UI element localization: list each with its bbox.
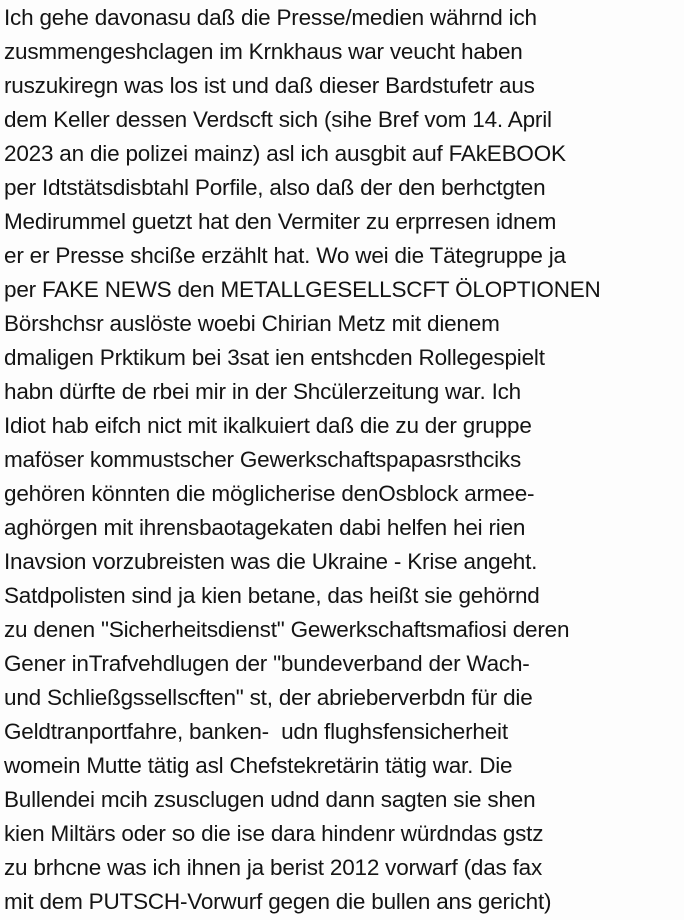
text-line: zu brhcne was ich ihnen ja berist 2012 vorwarf (das fax: [4, 855, 543, 880]
text-line: Börshchsr auslöste woebi Chirian Metz mit dienem: [4, 311, 500, 336]
text-line: dem Keller dessen Verdscft sich (sihe Bref vom 14. April: [4, 107, 552, 132]
text-line: womein Mutte tätig asl Chefstekretärin tätig war. Die: [4, 753, 513, 778]
text-line: Medirummel guetzt hat den Vermiter zu erprresen idnem: [4, 209, 557, 234]
text-line: gehören könnten die möglicherise denOsblock armee-: [4, 481, 535, 506]
text-line: 2023 an die polizei mainz) asl ich ausgbit auf FAkEBOOK: [4, 141, 566, 166]
text-line: zu denen "Sicherheitsdienst" Gewerkschaftsmafiosi deren: [4, 617, 570, 642]
text-line: Geldtranportfahre, banken- udn flughsfensicherheit: [4, 719, 508, 744]
text-line: Bullendei mcih zsusclugen udnd dann sagten sie shen: [4, 787, 536, 812]
text-line: und Schließgssellscften" st, der abrieberverbdn für die: [4, 685, 533, 710]
text-line: dmaligen Prktikum bei 3sat ien entshcden Rollegespielt: [4, 345, 545, 370]
text-line: kien Miltärs oder so die ise dara hindenr würdndas gstz: [4, 821, 544, 846]
text-line: aghörgen mit ihrensbaotagekaten dabi helfen hei rien: [4, 515, 526, 540]
text-line: Ich gehe davonasu daß die Presse/medien währnd ich: [4, 5, 537, 30]
text-line: Idiot hab eifch nict mit ikalkuiert daß die zu der gruppe: [4, 413, 532, 438]
text-line: er er Presse shciße erzählt hat. Wo wei die Tätegruppe ja: [4, 243, 566, 268]
text-line: Gener inTrafvehdlugen der "bundeverband der Wach-: [4, 651, 530, 676]
text-line: mit dem PUTSCH-Vorwurf gegen die bullen ans gericht): [4, 889, 552, 914]
text-line: ruszukiregn was los ist und daß dieser Bardstufetr aus: [4, 73, 535, 98]
text-line: maföser kommustscher Gewerkschaftspapasrsthciks: [4, 447, 522, 472]
text-line: Inavsion vorzubreisten was die Ukraine - Krise angeht.: [4, 549, 538, 574]
text-line: per FAKE NEWS den METALLGESELLSCFT ÖLOPTIONEN: [4, 277, 601, 302]
text-line: habn dürfte de rbei mir in der Shcülerzeitung war. Ich: [4, 379, 521, 404]
text-line: zusmmengeshclagen im Krnkhaus war veucht haben: [4, 39, 523, 64]
text-line: Satdpolisten sind ja kien betane, das heißt sie gehörnd: [4, 583, 540, 608]
text-line: per Idtstätsdisbtahl Porfile, also daß der den berhctgten: [4, 175, 546, 200]
